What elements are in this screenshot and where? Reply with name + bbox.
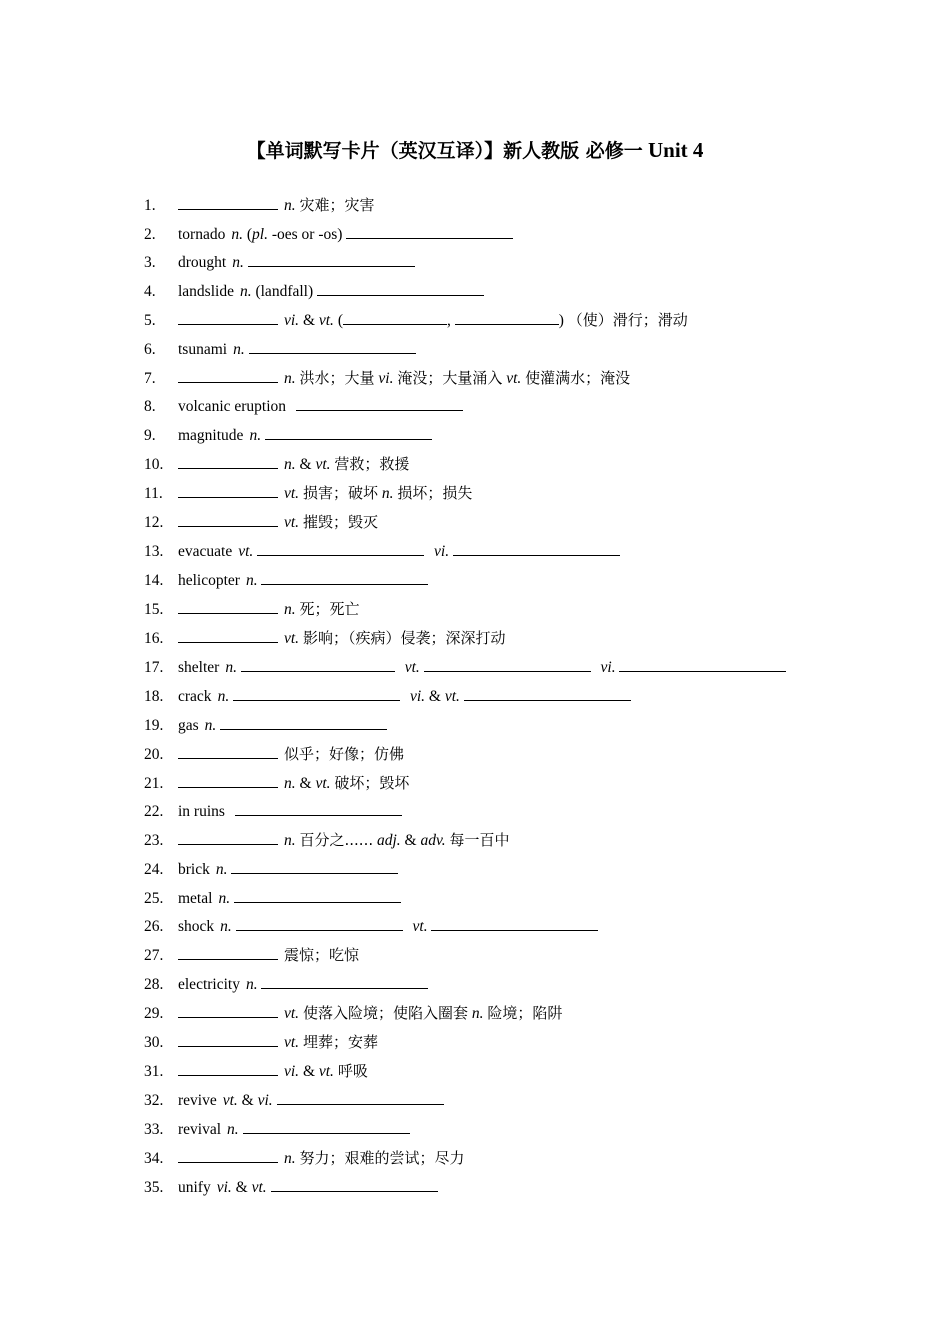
part-of-speech: n. [232,254,244,271]
answer-blank[interactable] [178,774,278,788]
item-content [178,479,472,508]
part-of-speech-2: vt. [404,659,420,676]
list-item [0,537,950,566]
word: landslide [178,283,234,300]
meaning: 似乎；好像；仿佛 [284,745,405,763]
item-content [178,826,509,855]
part-of-speech: vt. [284,1034,300,1051]
list-item [0,999,950,1028]
item-content [178,999,562,1028]
item-content [178,682,637,711]
title-unit: Unit 4 [647,138,704,162]
part-of-speech: vi. [284,312,300,329]
word: shock [178,918,215,935]
list-item [0,450,950,479]
note-italic: pl. [252,226,268,243]
part-of-speech: n. [245,976,258,993]
part-of-speech: vi. [216,1179,232,1196]
word: tsunami [178,341,228,358]
item-number: 24. [144,861,164,878]
item-number: 26. [144,918,164,935]
item-content [178,277,490,306]
part-of-speech: n. [284,601,296,618]
word: revival [178,1121,222,1138]
item-number: 33. [144,1121,164,1138]
answer-blank[interactable] [178,745,278,759]
list-item [0,1057,950,1086]
part-of-speech-2: vt. [251,1179,267,1196]
answer-blank[interactable] [261,975,428,989]
word: crack [178,688,212,705]
part-of-speech-2: adj. [376,832,401,849]
part-of-speech: vt. [284,485,300,502]
item-number: 13. [144,543,164,560]
meaning: 努力；艰难的尝试；尽力 [299,1149,465,1167]
meaning-1: 洪水；大量 [299,369,375,387]
item-content [178,306,688,335]
part-of-speech: vt. [284,514,300,531]
part-of-speech: n. [204,717,217,734]
item-number: 23. [144,832,164,849]
part-of-speech: vt. [222,1092,238,1109]
part-of-speech: n. [217,688,230,705]
item-content [178,508,378,537]
meaning: （使）滑行；滑动 [567,311,688,329]
word: gas [178,717,199,734]
word: metal [178,890,213,907]
item-number: 12. [144,514,164,531]
item-content [178,711,393,740]
meaning-1: 百分之...... [299,831,374,849]
page-title [0,136,950,163]
answer-blank-2[interactable] [453,542,620,556]
item-content [178,1115,416,1144]
part-of-speech-2: n. [471,1005,484,1022]
list-item [0,1115,950,1144]
part-of-speech-3: adv. [420,832,446,849]
item-content [178,595,360,624]
item-number: 6. [144,341,156,358]
item-number: 18. [144,688,164,705]
list-item [0,595,950,624]
list-item [0,1028,950,1057]
item-content [178,392,469,421]
item-content [178,970,434,999]
part-of-speech: vi. [284,1063,300,1080]
word: electricity [178,976,240,993]
ampersand: & [404,832,417,849]
part-of-speech: n. [284,775,296,792]
word: tornado [178,226,226,243]
part-of-speech-2: vi. [378,370,394,387]
answer-blank[interactable] [178,484,278,498]
item-content [178,191,375,220]
part-of-speech: n. [227,1121,239,1138]
part-of-speech: n. [245,572,258,589]
item-number: 29. [144,1005,164,1022]
meaning: 摧毁；毁灭 [302,513,378,531]
answer-blank[interactable] [277,1091,444,1105]
list-item [0,912,950,941]
meaning: 灾难；灾害 [299,196,375,214]
part-of-speech: n. [225,659,237,676]
answer-blank[interactable] [178,513,278,527]
answer-blank[interactable] [178,1033,278,1047]
item-content [178,421,438,450]
list-item [0,508,950,537]
part-of-speech-2: vt. [315,775,331,792]
meaning: 呼吸 [337,1062,368,1080]
list-item [0,1173,950,1202]
answer-blank[interactable] [178,455,278,469]
list-item [0,711,950,740]
meaning-2: 每一百中 [449,831,510,849]
answer-blank[interactable] [178,946,278,960]
list-item [0,855,950,884]
meaning: 埋葬；安葬 [302,1033,378,1051]
list-item [0,277,950,306]
word: drought [178,254,227,271]
ampersand: & [299,456,312,473]
item-content [178,566,434,595]
word: volcanic eruption [178,398,287,415]
item-content [178,335,422,364]
list-item [0,1086,950,1115]
item-content [178,1028,378,1057]
item-content [178,1144,465,1173]
part-of-speech: vt. [284,1005,300,1022]
paren-open: ( [337,312,343,329]
meaning: 震惊；吃惊 [284,946,360,964]
title-chinese: 【单词默写卡片（英汉互译）】新人教版 必修一 [246,140,643,162]
item-content [178,884,407,913]
list-item [0,970,950,999]
answer-blank[interactable] [236,917,403,931]
answer-blank[interactable] [249,340,416,354]
ampersand: & [235,1179,248,1196]
ampersand: & [299,775,312,792]
word: in ruins [178,803,225,820]
ampersand: & [428,688,441,705]
list-item [0,740,950,769]
item-number: 14. [144,572,164,589]
list-item [0,1144,950,1173]
item-content [178,624,505,653]
item-number: 5. [144,312,156,329]
list-item [0,335,950,364]
part-of-speech: n. [249,427,262,444]
list-item [0,479,950,508]
part-of-speech: n. [284,197,296,214]
word: revive [178,1092,217,1109]
part-of-speech-2: vt. [318,1063,334,1080]
meaning-1: 损害；破坏 [302,484,378,502]
ampersand: & [302,1063,315,1080]
ampersand: & [241,1092,254,1109]
item-number: 2. [144,226,156,243]
part-of-speech: n. [233,341,245,358]
part-of-speech-2: vi. [434,543,450,560]
answer-blank[interactable] [261,571,428,585]
item-number: 21. [144,775,164,792]
ampersand: & [302,312,315,329]
part-of-speech: n. [220,918,232,935]
item-number: 19. [144,717,164,734]
word: magnitude [178,427,244,444]
answer-blank[interactable] [257,542,424,556]
item-number: 34. [144,1150,164,1167]
item-content [178,941,359,970]
answer-blank[interactable] [178,1149,278,1163]
meaning: 死；死亡 [299,600,360,618]
note: (landfall) [255,283,314,300]
meaning-1: 使落入险境；使陷入圈套 [302,1004,468,1022]
list-item [0,392,950,421]
part-of-speech: n. [284,832,296,849]
item-number: 25. [144,890,164,907]
answer-blank-2[interactable] [424,658,591,672]
answer-blank[interactable] [271,1178,438,1192]
list-item [0,306,950,335]
item-content [178,450,409,479]
word: shelter [178,659,220,676]
answer-blank[interactable] [233,687,400,701]
item-content [178,220,519,249]
note-text: -oes or -os) [267,226,343,243]
answer-blank-3[interactable] [619,658,786,672]
answer-blank[interactable] [178,629,278,643]
list-item [0,797,950,826]
word: unify [178,1179,211,1196]
part-of-speech: n. [284,370,296,387]
item-number: 35. [144,1179,164,1196]
part-of-speech: n. [215,861,228,878]
meaning: 影响；（疾病）侵袭；深深打动 [302,629,506,647]
answer-blank[interactable] [234,889,401,903]
list-item [0,248,950,277]
answer-blank-2[interactable] [464,687,631,701]
item-content [178,769,409,798]
part-of-speech-2: vi. [257,1092,273,1109]
list-item [0,769,950,798]
item-content [178,1173,444,1202]
part-of-speech: n. [284,1150,296,1167]
item-content [178,1086,450,1115]
answer-blank[interactable] [241,658,395,672]
part-of-speech: vt. [238,543,254,560]
answer-blank[interactable] [178,369,278,383]
list-item [0,191,950,220]
part-of-speech: n. [218,890,231,907]
past-participle-blank[interactable] [455,311,559,325]
item-number: 1. [144,197,156,214]
answer-blank[interactable] [220,716,387,730]
item-content [178,740,404,769]
item-content [178,653,792,682]
list-item [0,421,950,450]
item-number: 10. [144,456,164,473]
list-item [0,220,950,249]
item-number: 3. [144,254,156,271]
meaning-3: 使灌满水；淹没 [525,369,631,387]
answer-blank[interactable] [231,860,398,874]
past-tense-blank[interactable] [343,311,447,325]
paren-close: ) [558,312,564,329]
answer-blank[interactable] [178,600,278,614]
answer-blank[interactable] [178,196,278,210]
item-content [178,537,626,566]
answer-blank[interactable] [248,253,415,267]
item-content [178,797,408,826]
list-item [0,941,950,970]
part-of-speech-2: n. [381,485,394,502]
answer-blank[interactable] [346,225,513,239]
item-number: 7. [144,370,156,387]
list-item [0,826,950,855]
item-number: 4. [144,283,156,300]
meaning-2: 淹没；大量涌入 [397,369,503,387]
answer-blank[interactable] [265,426,432,440]
item-number: 11. [144,485,163,502]
item-number: 9. [144,427,156,444]
part-of-speech: n. [284,456,296,473]
word: brick [178,861,210,878]
item-number: 8. [144,398,156,415]
list-item [0,364,950,393]
word: helicopter [178,572,240,589]
item-content [178,364,630,393]
item-number: 22. [144,803,164,820]
part-of-speech-2: vt. [315,456,331,473]
meaning: 破坏；毁坏 [334,774,410,792]
answer-blank-2[interactable] [431,917,598,931]
item-number: 20. [144,746,164,763]
answer-blank[interactable] [235,802,402,816]
part-of-speech: vt. [284,630,300,647]
meaning-2: 险境；陷阱 [487,1004,563,1022]
part-of-speech: n. [239,283,252,300]
part-of-speech-2: vi. [409,688,425,705]
item-content [178,912,604,941]
meaning: 营救；救援 [334,455,410,473]
answer-blank[interactable] [178,1004,278,1018]
part-of-speech-3: vi. [600,659,616,676]
item-number: 17. [144,659,164,676]
comma: , [446,312,451,329]
part-of-speech-2: vt. [318,312,334,329]
answer-blank[interactable] [178,311,278,325]
word: evacuate [178,543,233,560]
item-content [178,1057,368,1086]
item-number: 28. [144,976,164,993]
item-number: 30. [144,1034,164,1051]
list-item [0,653,950,682]
item-content [178,248,421,277]
answer-blank[interactable] [178,831,278,845]
item-number: 16. [144,630,164,647]
answer-blank[interactable] [178,1062,278,1076]
part-of-speech-3: vt. [444,688,460,705]
meaning-2: 损坏；损失 [397,484,473,502]
item-number: 15. [144,601,164,618]
part-of-speech-3: vt. [506,370,522,387]
list-item [0,624,950,653]
answer-blank[interactable] [317,282,484,296]
part-of-speech-2: vt. [412,918,428,935]
note-open: ( [246,226,253,243]
list-item [0,566,950,595]
part-of-speech: n. [231,226,243,243]
list-item [0,682,950,711]
item-number: 27. [144,947,164,964]
item-number: 32. [144,1092,164,1109]
answer-blank[interactable] [296,397,463,411]
answer-blank[interactable] [243,1120,410,1134]
item-number: 31. [144,1063,164,1080]
item-content [178,855,404,884]
list-item [0,884,950,913]
